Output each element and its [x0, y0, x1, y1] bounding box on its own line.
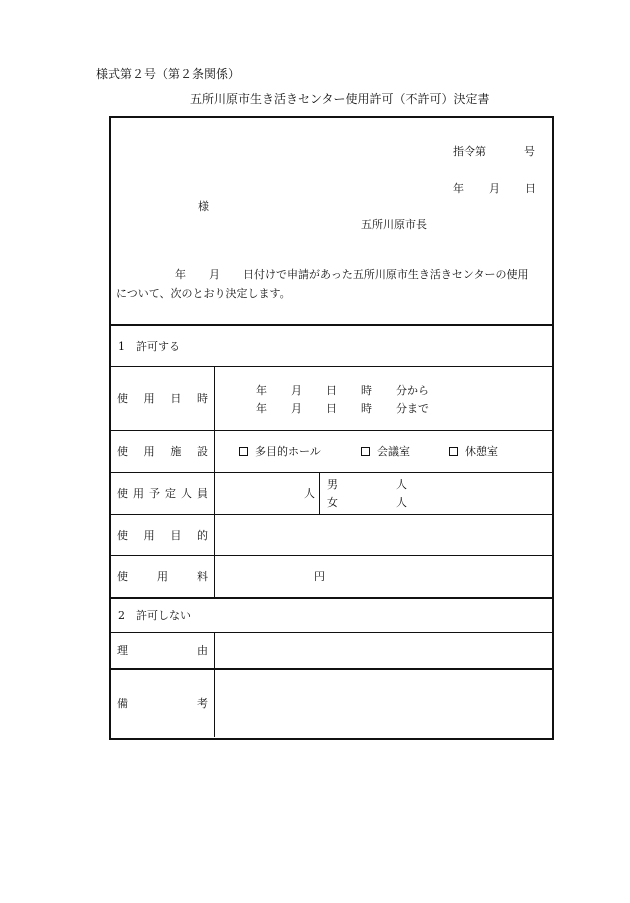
dt-to-year: 年 [256, 402, 267, 415]
dt-from-suffix: 分から [396, 384, 429, 397]
facility-option-meeting-room[interactable]: 会議室 [361, 446, 410, 457]
facility-option-hall[interactable]: 多目的ホール [239, 446, 321, 457]
order-no-suffix: 号 [524, 145, 535, 158]
section2-heading: 2 許可しない [118, 609, 191, 622]
male-label: 男 [327, 478, 338, 491]
checkbox-rest-room[interactable] [449, 447, 458, 456]
remarks-label: 備 考 [117, 697, 208, 710]
female-unit: 人 [396, 496, 407, 509]
male-unit: 人 [396, 478, 407, 491]
dt-to-hour: 時 [361, 402, 372, 415]
body-month: 月 [209, 268, 220, 281]
form-number: 様式第２号（第２条関係） [96, 67, 241, 81]
date-year: 年 [453, 182, 464, 195]
people-label: 使 用 予 定 人 員 [117, 487, 208, 500]
body-year: 年 [175, 268, 186, 281]
date-day: 日 [525, 182, 536, 195]
date-month: 月 [489, 182, 500, 195]
dt-from-month: 月 [291, 384, 302, 397]
checkbox-meeting-room[interactable] [361, 447, 370, 456]
facility-option-rest-room[interactable]: 休憩室 [449, 446, 498, 457]
people-unit: 人 [304, 487, 315, 500]
order-no-label: 指令第 [453, 145, 486, 158]
body-text-line1: 日付けで申請があった五所川原市生き活きセンターの使用 [243, 268, 529, 281]
dt-from-hour: 時 [361, 384, 372, 397]
female-label: 女 [327, 496, 338, 509]
facility-label: 使 用 施 設 [117, 445, 208, 458]
section1-heading: 1 許可する [118, 340, 180, 353]
dt-from-year: 年 [256, 384, 267, 397]
purpose-label: 使 用 目 的 [117, 529, 208, 542]
dt-to-month: 月 [291, 402, 302, 415]
dt-to-day: 日 [326, 402, 337, 415]
fee-unit: 円 [314, 570, 325, 583]
checkbox-hall[interactable] [239, 447, 248, 456]
issuer: 五所川原市長 [361, 218, 427, 231]
reason-label: 理 由 [117, 644, 208, 657]
recipient-suffix: 様 [198, 200, 209, 213]
dt-from-day: 日 [326, 384, 337, 397]
fee-label: 使 用 料 [117, 570, 208, 583]
datetime-label: 使 用 日 時 [117, 392, 208, 405]
dt-to-suffix: 分まで [396, 402, 429, 415]
body-text-line2: について、次のとおり決定します。 [116, 287, 291, 300]
document-title: 五所川原市生き活きセンター使用許可（不許可）決定書 [190, 92, 490, 106]
